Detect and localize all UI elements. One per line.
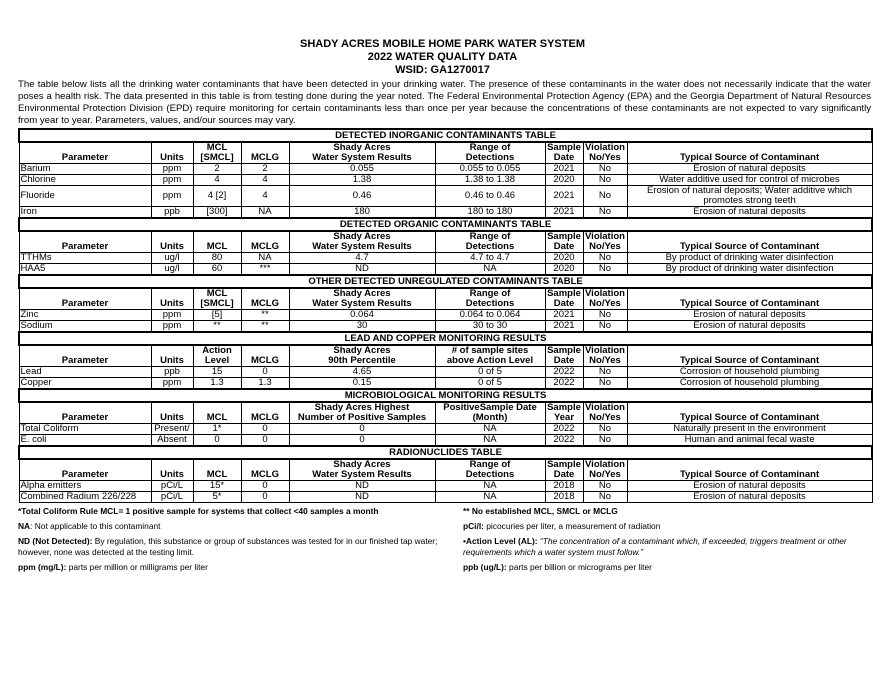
table-cell: 4 [2] (193, 186, 241, 207)
section-title-row (19, 332, 872, 345)
table-row (19, 207, 872, 219)
table-cell: No (583, 492, 627, 503)
column-header: MCL [SMCL] (193, 142, 241, 164)
table-cell: 1.3 (241, 378, 289, 390)
header-row (19, 459, 872, 481)
footnote-term: *Total Coliform Rule MCL= 1 positive sample for systems that collect <40 samples a month (18, 506, 379, 516)
table-cell: No (583, 175, 627, 186)
table-cell: No (583, 310, 627, 321)
table-cell: ** (241, 310, 289, 321)
column-header: Range of Detections (435, 288, 545, 310)
table-row (19, 310, 872, 321)
table-cell: NA (241, 207, 289, 219)
table-cell: 0.064 (289, 310, 435, 321)
table-row (19, 481, 872, 492)
column-header: Parameter (19, 459, 151, 481)
footnote-term: pCi/l: (463, 521, 484, 531)
table-cell: 2021 (545, 207, 583, 219)
footnote: ND (Not Detected): By regulation, this substance or group of substances was tested for in our finished tap water; however, none was detected at the testing limit. (18, 536, 438, 557)
table-row (19, 164, 872, 175)
footnotes-left (18, 506, 463, 577)
column-header: MCLG (241, 142, 289, 164)
section-title: LEAD AND COPPER MONITORING RESULTS (19, 332, 872, 345)
footnote (463, 536, 871, 558)
table-cell: 5* (193, 492, 241, 503)
column-header: # of sample sites above Action Level (435, 345, 545, 367)
footnote: ppm (mg/L): parts per million or milligrams per liter (18, 562, 208, 572)
table-cell: 180 (289, 207, 435, 219)
section-title: RADIONUCLIDES TABLE (19, 446, 872, 459)
footnote-term: ppm (mg/L): (18, 562, 67, 572)
column-header: Sample Date (545, 345, 583, 367)
footnote: NA: Not applicable to this contaminant (18, 521, 161, 531)
table-cell: 1.38 to 1.38 (435, 175, 545, 186)
table-cell: ppm (151, 186, 193, 207)
table-cell: 15* (193, 481, 241, 492)
table-cell: ** (193, 321, 241, 333)
table-cell: No (583, 378, 627, 390)
water-quality-tables (18, 128, 871, 503)
column-header: Sample Date (545, 142, 583, 164)
table-cell: ug/l (151, 264, 193, 276)
parameter-cell: Chlorine (19, 175, 151, 186)
table-row (19, 424, 872, 435)
table-cell: Erosion of natural deposits; Water additive which promotes strong teeth (627, 186, 872, 207)
section-title: MICROBIOLOGICAL MONITORING RESULTS (19, 389, 872, 402)
column-header: Sample Date (545, 459, 583, 481)
parameter-cell: Lead (19, 367, 151, 378)
table-cell: ppm (151, 321, 193, 333)
parameter-cell: Sodium (19, 321, 151, 333)
table-cell: 2 (193, 164, 241, 175)
table-cell: 0 (241, 481, 289, 492)
table-cell: ppm (151, 310, 193, 321)
table-row (19, 378, 872, 390)
column-header: Shady Acres Water System Results (289, 231, 435, 253)
report-subtitle: 2022 WATER QUALITY DATA (367, 51, 518, 63)
table-cell: 2 (241, 164, 289, 175)
table-cell: 60 (193, 264, 241, 276)
table-cell: No (583, 367, 627, 378)
column-header: Units (151, 402, 193, 424)
water-quality-table (18, 128, 873, 503)
table-cell: 0 of 5 (435, 367, 545, 378)
column-header: Typical Source of Contaminant (627, 345, 872, 367)
parameter-cell: E. coli (19, 435, 151, 447)
parameter-cell: Iron (19, 207, 151, 219)
column-header: Sample Year (545, 402, 583, 424)
column-header: Range of Detections (435, 231, 545, 253)
parameter-cell: Fluoride (19, 186, 151, 207)
table-cell: ND (289, 492, 435, 503)
section-title-row (19, 446, 872, 459)
table-cell: Absent (151, 435, 193, 447)
table-cell: 1* (193, 424, 241, 435)
table-cell: 0 of 5 (435, 378, 545, 390)
table-cell: pCi/L (151, 492, 193, 503)
header-row (19, 402, 872, 424)
table-cell: 0.055 to 0.055 (435, 164, 545, 175)
table-cell: Human and animal fecal waste (627, 435, 872, 447)
table-cell: ppm (151, 175, 193, 186)
column-header: Units (151, 459, 193, 481)
header-row (19, 345, 872, 367)
table-cell: 0 (241, 367, 289, 378)
column-header: Typical Source of Contaminant (627, 288, 872, 310)
footnote-term: NA (18, 521, 31, 531)
table-cell: 4 (241, 186, 289, 207)
table-cell: No (583, 264, 627, 276)
section-title: DETECTED INORGANIC CONTAMINANTS TABLE (19, 129, 872, 142)
column-header: Action Level (193, 345, 241, 367)
table-cell: 1.38 (289, 175, 435, 186)
table-cell: 2021 (545, 321, 583, 333)
table-cell: By product of drinking water disinfection (627, 253, 872, 264)
table-cell: 30 to 30 (435, 321, 545, 333)
column-header: MCL [SMCL] (193, 288, 241, 310)
table-cell: 0.46 to 0.46 (435, 186, 545, 207)
table-cell: NA (435, 481, 545, 492)
table-cell: 30 (289, 321, 435, 333)
column-header: Violation No/Yes (583, 288, 627, 310)
table-cell: 2020 (545, 175, 583, 186)
table-body (19, 129, 872, 503)
table-cell: 0 (241, 435, 289, 447)
footnotes (18, 506, 871, 577)
table-cell: 2021 (545, 186, 583, 207)
footnote-term: •Action Level (AL): (463, 536, 538, 546)
table-cell: By product of drinking water disinfection (627, 264, 872, 276)
table-cell: 4.7 (289, 253, 435, 264)
table-cell: Erosion of natural deposits (627, 164, 872, 175)
table-cell: ppm (151, 164, 193, 175)
table-cell: 4.65 (289, 367, 435, 378)
footnote (463, 506, 871, 517)
footnote-term: ppb (ug/L): (463, 562, 507, 572)
section-title-row (19, 129, 872, 142)
table-cell: NA (435, 435, 545, 447)
table-cell: ppb (151, 367, 193, 378)
section-title-row (19, 389, 872, 402)
table-cell: 180 to 180 (435, 207, 545, 219)
table-cell: ND (289, 481, 435, 492)
table-row (19, 321, 872, 333)
column-header: Range of Detections (435, 459, 545, 481)
table-cell: 0 (241, 492, 289, 503)
table-cell: No (583, 186, 627, 207)
column-header: Parameter (19, 231, 151, 253)
column-header: Shady Acres Water System Results (289, 459, 435, 481)
parameter-cell: TTHMs (19, 253, 151, 264)
table-cell: Erosion of natural deposits (627, 321, 872, 333)
footnote: ppb (ug/L): parts per billion or micrograms per liter (463, 562, 652, 572)
parameter-cell: Copper (19, 378, 151, 390)
footnote-quote: “The concentration of a contaminant which, if exceeded, triggers treatment or other requirements which a water system must follow.” (463, 536, 847, 557)
header-row (19, 231, 872, 253)
table-cell: No (583, 424, 627, 435)
system-id: WSID: GA1270017 (395, 64, 490, 76)
table-cell: Present/ (151, 424, 193, 435)
column-header: Violation No/Yes (583, 231, 627, 253)
table-cell: Erosion of natural deposits (627, 481, 872, 492)
table-cell: 0.15 (289, 378, 435, 390)
table-row (19, 264, 872, 276)
table-cell: 0.055 (289, 164, 435, 175)
table-cell: 0 (289, 435, 435, 447)
column-header: Typical Source of Contaminant (627, 459, 872, 481)
footnote: pCi/l: picocuries per liter, a measurement of radiation (463, 521, 661, 531)
header-row (19, 288, 872, 310)
table-cell: 0.064 to 0.064 (435, 310, 545, 321)
table-row (19, 435, 872, 447)
table-cell: ** (241, 321, 289, 333)
table-cell: No (583, 321, 627, 333)
table-cell: 2022 (545, 367, 583, 378)
column-header: Parameter (19, 402, 151, 424)
table-cell: *** (241, 264, 289, 276)
column-header: MCLG (241, 459, 289, 481)
table-cell: NA (241, 253, 289, 264)
table-cell: 4 (193, 175, 241, 186)
column-header: Parameter (19, 142, 151, 164)
column-header: MCLG (241, 231, 289, 253)
table-cell: Corrosion of household plumbing (627, 378, 872, 390)
table-cell: 2020 (545, 264, 583, 276)
table-row (19, 253, 872, 264)
table-cell: [300] (193, 207, 241, 219)
table-cell: 2021 (545, 164, 583, 175)
column-header: Shady Acres Water System Results (289, 288, 435, 310)
parameter-cell: Alpha emitters (19, 481, 151, 492)
column-header: Units (151, 345, 193, 367)
column-header: MCLG (241, 345, 289, 367)
table-cell: 0 (289, 424, 435, 435)
table-cell: Water additive used for control of microbes (627, 175, 872, 186)
table-cell: 4 (241, 175, 289, 186)
table-cell: 2021 (545, 310, 583, 321)
table-row (19, 367, 872, 378)
table-row (19, 175, 872, 186)
column-header: Units (151, 288, 193, 310)
table-cell: 4.7 to 4.7 (435, 253, 545, 264)
header-row (19, 142, 872, 164)
table-cell: ND (289, 264, 435, 276)
table-cell: 2018 (545, 492, 583, 503)
table-cell: 2020 (545, 253, 583, 264)
table-row (19, 186, 872, 207)
table-cell: 2018 (545, 481, 583, 492)
column-header: MCL (193, 231, 241, 253)
column-header: Shady Acres 90th Percentile (289, 345, 435, 367)
table-cell: 0 (241, 424, 289, 435)
table-cell: NA (435, 492, 545, 503)
table-cell: 80 (193, 253, 241, 264)
section-title-row (19, 275, 872, 288)
table-cell: 0.46 (289, 186, 435, 207)
table-cell: Erosion of natural deposits (627, 310, 872, 321)
column-header: Sample Date (545, 288, 583, 310)
table-cell: [5] (193, 310, 241, 321)
table-row (19, 492, 872, 503)
table-cell: NA (435, 264, 545, 276)
report-title: SHADY ACRES MOBILE HOME PARK WATER SYSTEM (299, 38, 585, 50)
column-header: Range of Detections (435, 142, 545, 164)
table-cell: ppm (151, 378, 193, 390)
section-title: OTHER DETECTED UNREGULATED CONTAMINANTS TABLE (19, 275, 872, 288)
footnote (18, 506, 463, 517)
column-header: MCLG (241, 402, 289, 424)
column-header: Typical Source of Contaminant (627, 231, 872, 253)
table-cell: 2022 (545, 424, 583, 435)
parameter-cell: Barium (19, 164, 151, 175)
column-header: Units (151, 142, 193, 164)
column-header: Shady Acres Highest Number of Positive Samples (289, 402, 435, 424)
footnote-term: ND (Not Detected): (18, 536, 93, 546)
parameter-cell: Combined Radium 226/228 (19, 492, 151, 503)
table-cell: No (583, 481, 627, 492)
table-cell: Corrosion of household plumbing (627, 367, 872, 378)
column-header: Units (151, 231, 193, 253)
column-header: Violation No/Yes (583, 402, 627, 424)
table-cell: Erosion of natural deposits (627, 207, 872, 219)
section-title: DETECTED ORGANIC CONTAMINANTS TABLE (19, 218, 872, 231)
intro-paragraph: The table below lists all the drinking water contaminants that have been detected in your drinking water. The presence of these contaminants in the water does not necessarily indicate that the water poses a health risk. The data presented in this table is from testing done during the year noted. The Federal Environmental Protection Agency (EPA) and the Georgia Department of Natural Resources Environmental Protection Division (EPD) require monitoring for certain contaminants less than once per year because the concentrations of these contaminants are not expected to vary significantly from year to year. Parameters, values, and/our sources may vary. (18, 79, 871, 126)
table-cell: No (583, 207, 627, 219)
column-header: MCL (193, 459, 241, 481)
table-cell: pCi/L (151, 481, 193, 492)
table-cell: 15 (193, 367, 241, 378)
column-header: Violation No/Yes (583, 459, 627, 481)
footnote-term: ** No established MCL, SMCL or MCLG (463, 506, 618, 516)
column-header: Parameter (19, 288, 151, 310)
table-cell: ug/l (151, 253, 193, 264)
column-header: MCL (193, 402, 241, 424)
table-cell: Naturally present in the environment (627, 424, 872, 435)
table-cell: 0 (193, 435, 241, 447)
table-cell: No (583, 164, 627, 175)
column-header: Violation No/Yes (583, 142, 627, 164)
table-cell: NA (435, 424, 545, 435)
column-header: Parameter (19, 345, 151, 367)
column-header: MCLG (241, 288, 289, 310)
column-header: Shady Acres Water System Results (289, 142, 435, 164)
footnotes-right (463, 506, 871, 577)
column-header: Typical Source of Contaminant (627, 402, 872, 424)
section-title-row (19, 218, 872, 231)
column-header: Violation No/Yes (583, 345, 627, 367)
column-header: Sample Date (545, 231, 583, 253)
table-cell: 1.3 (193, 378, 241, 390)
table-cell: No (583, 435, 627, 447)
table-cell: 2022 (545, 378, 583, 390)
column-header: Typical Source of Contaminant (627, 142, 872, 164)
parameter-cell: Total Coliform (19, 424, 151, 435)
parameter-cell: Zinc (19, 310, 151, 321)
table-cell: Erosion of natural deposits (627, 492, 872, 503)
parameter-cell: HAA5 (19, 264, 151, 276)
table-cell: ppb (151, 207, 193, 219)
column-header: PositiveSample Date (Month) (435, 402, 545, 424)
table-cell: 2022 (545, 435, 583, 447)
table-cell: No (583, 253, 627, 264)
